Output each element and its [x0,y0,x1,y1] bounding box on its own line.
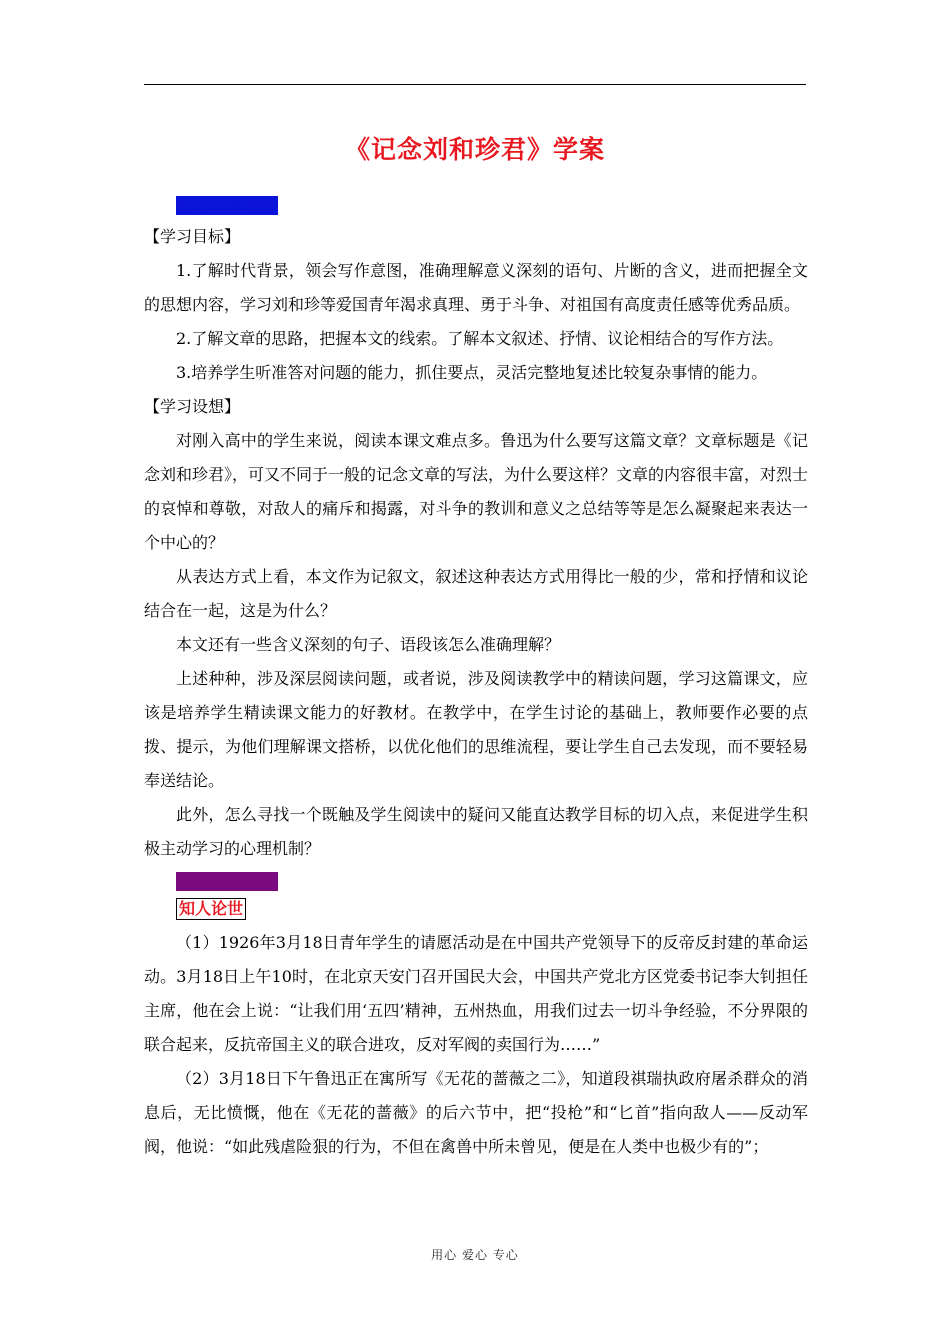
background-paragraph-2: （2）3月18日下午鲁迅正在寓所写《无花的蔷薇之二》，知道段祺瑞执政府屠杀群众的消息后，无比愤慨，他在《无花的蔷薇》的后六节中，把“投枪”和“匕首”指向敌人——反动军阀，他说：“如此残虐险狠的行为，不但在禽兽中所未曾见，便是在人类中也极少有的”； [144,1069,808,1156]
design-paragraph-1: 对刚入高中的学生来说，阅读本课文难点多。鲁迅为什么要写这篇文章？文章标题是《记念刘和珍君》，可又不同于一般的记念文章的写法，为什么要这样？文章的内容很丰富，对烈士的哀悼和尊敬，对敌人的痛斥和揭露，对斗争的教训和意义之总结等等是怎么凝聚起来表达一个中心的？ [144,431,809,552]
study-process-badge-row [176,866,808,896]
design-paragraph-2: 从表达方式上看，本文作为记叙文，叙述这种表达方式用得比一般的少，常和抒情和议论结合在一起，这是为什么？ [144,567,808,620]
goal-item-2: 2.了解文章的思路，把握本文的线索。了解本文叙述、抒情、议论相结合的写作方法。 [176,329,784,348]
goal-item-1: 1.了解时代背景，领会写作意图，准确理解意义深刻的语句、片断的含义，进而把握全文的思想内容，学习刘和珍等爱国青年渴求真理、勇于斗争、对祖国有高度责任感等优秀品质。 [144,261,808,314]
goals-heading: 【学习目标】 [144,227,241,246]
study-process-badge: 【学习过程】 [176,872,278,891]
design-paragraph-5: 此外，怎么寻找一个既触及学生阅读中的疑问又能直达教学目标的切入点，来促进学生积极主动学习的心理机制？ [144,805,808,858]
document-body [144,190,808,1164]
study-guide-badge-row [176,190,808,220]
header-rule [144,84,806,85]
design-paragraph-4: 上述种种，涉及深层阅读问题，或者说，涉及阅读教学中的精读问题，学习这篇课文，应该是培养学生精读课文能力的好教材。在教学中，在学生讨论的基础上，教师要作必要的点拨、提示，为他们理解课文搭桥，以优化他们的思维流程，要让学生自己去发现，而不要轻易奉送结论。 [144,669,808,790]
background-paragraph-1: （1）1926年3月18日青年学生的请愿活动是在中国共产党领导下的反帝反封建的革命运动。3月18日上午10时，在北京天安门召开国民大会，中国共产党北方区党委书记李大钊担任主席，他在会上说：“让我们用‘五四’精神，五州热血，用我们过去一切斗争经验，不分界限的联合起来，反抗帝国主义的联合进攻，反对军阀的卖国行为……” [144,933,808,1054]
goal-item-3: 3.培养学生听准答对问题的能力，抓住要点，灵活完整地复述比较复杂事情的能力。 [176,363,768,382]
know-people-heading-row [176,896,808,926]
know-people-heading: 知人论世 [176,898,246,920]
document-title: 《记念刘和珍君》学案 [344,135,605,164]
design-paragraph-3: 本文还有一些含义深刻的句子、语段该怎么准确理解？ [176,635,561,654]
design-heading: 【学习设想】 [144,397,241,416]
study-guide-badge: 【学习导航】 [176,196,278,215]
page-footer: 用心 爱心 专心 [431,1248,519,1262]
